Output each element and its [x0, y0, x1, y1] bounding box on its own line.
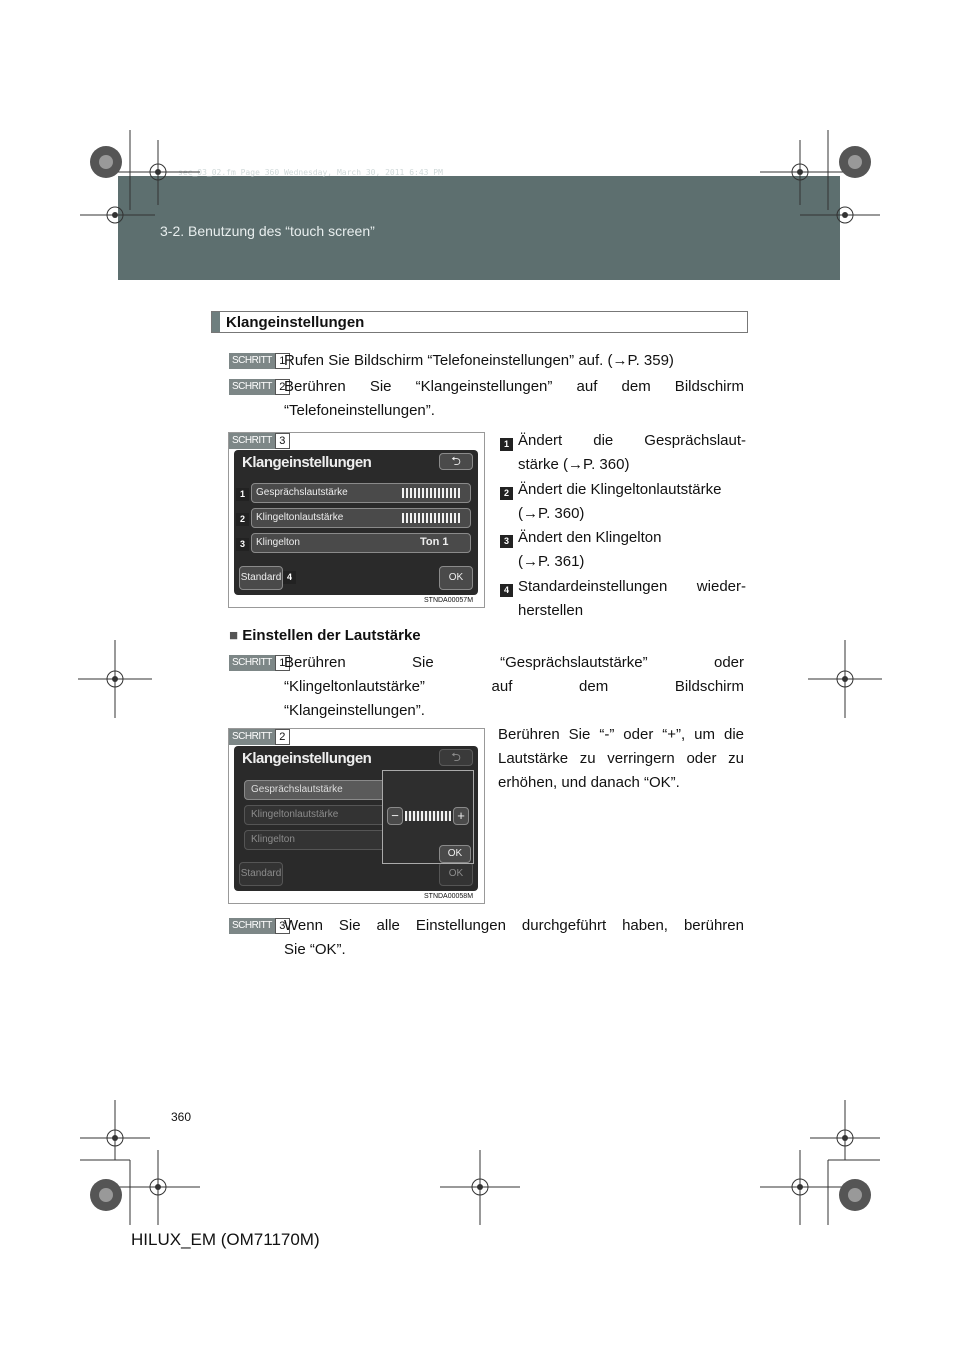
callout-text: Ändert den Klingelton — [518, 529, 662, 546]
marker-2: 2 — [236, 513, 249, 526]
callout-text: (→P. 360) — [518, 505, 585, 522]
callout-text: Ändert die Klingeltonlautstärke — [518, 481, 722, 498]
step-badge: SCHRITT 2 — [229, 379, 290, 395]
step-badge: SCHRITT 1 — [229, 655, 290, 671]
row-call-volume[interactable]: Gesprächslautstärke — [244, 780, 386, 800]
callout-text: (→P. 361) — [518, 553, 585, 570]
volume-meter — [402, 513, 462, 523]
subsection-heading: ■ Einstellen der Lautstärke — [229, 627, 421, 644]
print-stamp: sec_03_02.fm Page 360 Wednesday, March 30, 2011 6:43 PM — [178, 168, 443, 177]
touch-screen — [234, 450, 478, 595]
volume-popup — [382, 770, 474, 864]
callout-item: 3 — [500, 529, 513, 553]
popup-ok-button[interactable]: OK — [439, 845, 471, 863]
figure-code: STNDA00058M — [424, 893, 474, 900]
section-title-bar — [212, 312, 220, 332]
ok-button[interactable]: OK — [439, 566, 473, 590]
callout-text: Ändert die Gesprächslaut- — [518, 432, 746, 449]
volume-plus-button[interactable]: + — [453, 807, 469, 825]
standard-button[interactable]: Standard — [239, 566, 283, 590]
step-text: Lautstärke zu verringern oder zu — [498, 750, 744, 767]
row-ringtone[interactable]: Klingelton Ton 1 — [251, 533, 471, 553]
step-text: “Telefoneinstellungen”. — [284, 402, 435, 419]
row-ringtone-volume[interactable]: Klingeltonlautstärke — [251, 508, 471, 528]
callout-item: 1 — [500, 432, 746, 456]
volume-minus-button[interactable]: − — [387, 807, 403, 825]
step-text: Sie “OK”. — [284, 941, 346, 958]
ok-button[interactable]: OK — [439, 862, 473, 886]
section-title: Klangeinstellungen — [226, 314, 365, 331]
callout-item: 2 — [500, 481, 513, 505]
step-text: Berühren Sie “-” oder “+”, um die — [498, 726, 744, 743]
step-badge: SCHRITT 3 — [229, 433, 290, 449]
figure-code: STNDA00057M — [424, 597, 474, 604]
marker-4: 4 — [283, 571, 296, 584]
touch-screen — [234, 746, 478, 891]
screen-title: Klangeinstellungen — [242, 454, 372, 471]
callout-text: stärke (→P. 360) — [518, 456, 630, 473]
step-text: Wenn Sie alle Einstellungen durchgeführt haben, berühren — [284, 917, 744, 934]
figure-screen-1 — [228, 432, 485, 608]
row-ringtone-volume[interactable]: Klingeltonlautstärke — [244, 805, 386, 825]
screen-title: Klangeinstellungen — [242, 750, 372, 767]
step-text: “Klingeltonlautstärke” auf dem Bildschirm — [284, 678, 744, 695]
step-text: Berühren Sie “Klangeinstellungen” auf dem Bildschirm — [284, 378, 744, 395]
step-badge: SCHRITT 1 — [229, 353, 290, 369]
callout-text: herstellen — [518, 602, 584, 619]
step-text: Rufen Sie Bildschirm “Telefoneinstellungen” auf. (→P. 359) — [284, 352, 674, 369]
section-heading: 3-2. Benutzung des “touch screen” — [160, 223, 375, 239]
step-badge: SCHRITT 3 — [229, 918, 290, 934]
row-call-volume[interactable]: Gesprächslautstärke — [251, 483, 471, 503]
volume-meter — [402, 488, 462, 498]
step-text: “Klangeinstellungen”. — [284, 702, 425, 719]
page-number: 360 — [171, 1110, 192, 1124]
back-button[interactable]: ⮌ — [439, 453, 473, 470]
callout-item: 4 — [500, 578, 513, 602]
marker-1: 1 — [236, 488, 249, 501]
step-text: erhöhen, und danach “OK”. — [498, 774, 680, 791]
volume-meter — [405, 811, 451, 821]
callout-text: Standardeinstellungen wieder- — [518, 578, 746, 595]
back-button[interactable]: ⮌ — [439, 749, 473, 766]
marker-3: 3 — [236, 538, 249, 551]
standard-button[interactable]: Standard — [239, 862, 283, 886]
footer-model: HILUX_EM (OM71170M) — [131, 1230, 320, 1249]
row-ringtone[interactable]: Klingelton — [244, 830, 386, 850]
section-title-box — [211, 311, 748, 333]
figure-screen-2 — [228, 728, 485, 904]
step-badge: SCHRITT 2 — [229, 729, 290, 745]
step-text: Berühren Sie “Gesprächslautstärke” oder — [284, 654, 744, 671]
